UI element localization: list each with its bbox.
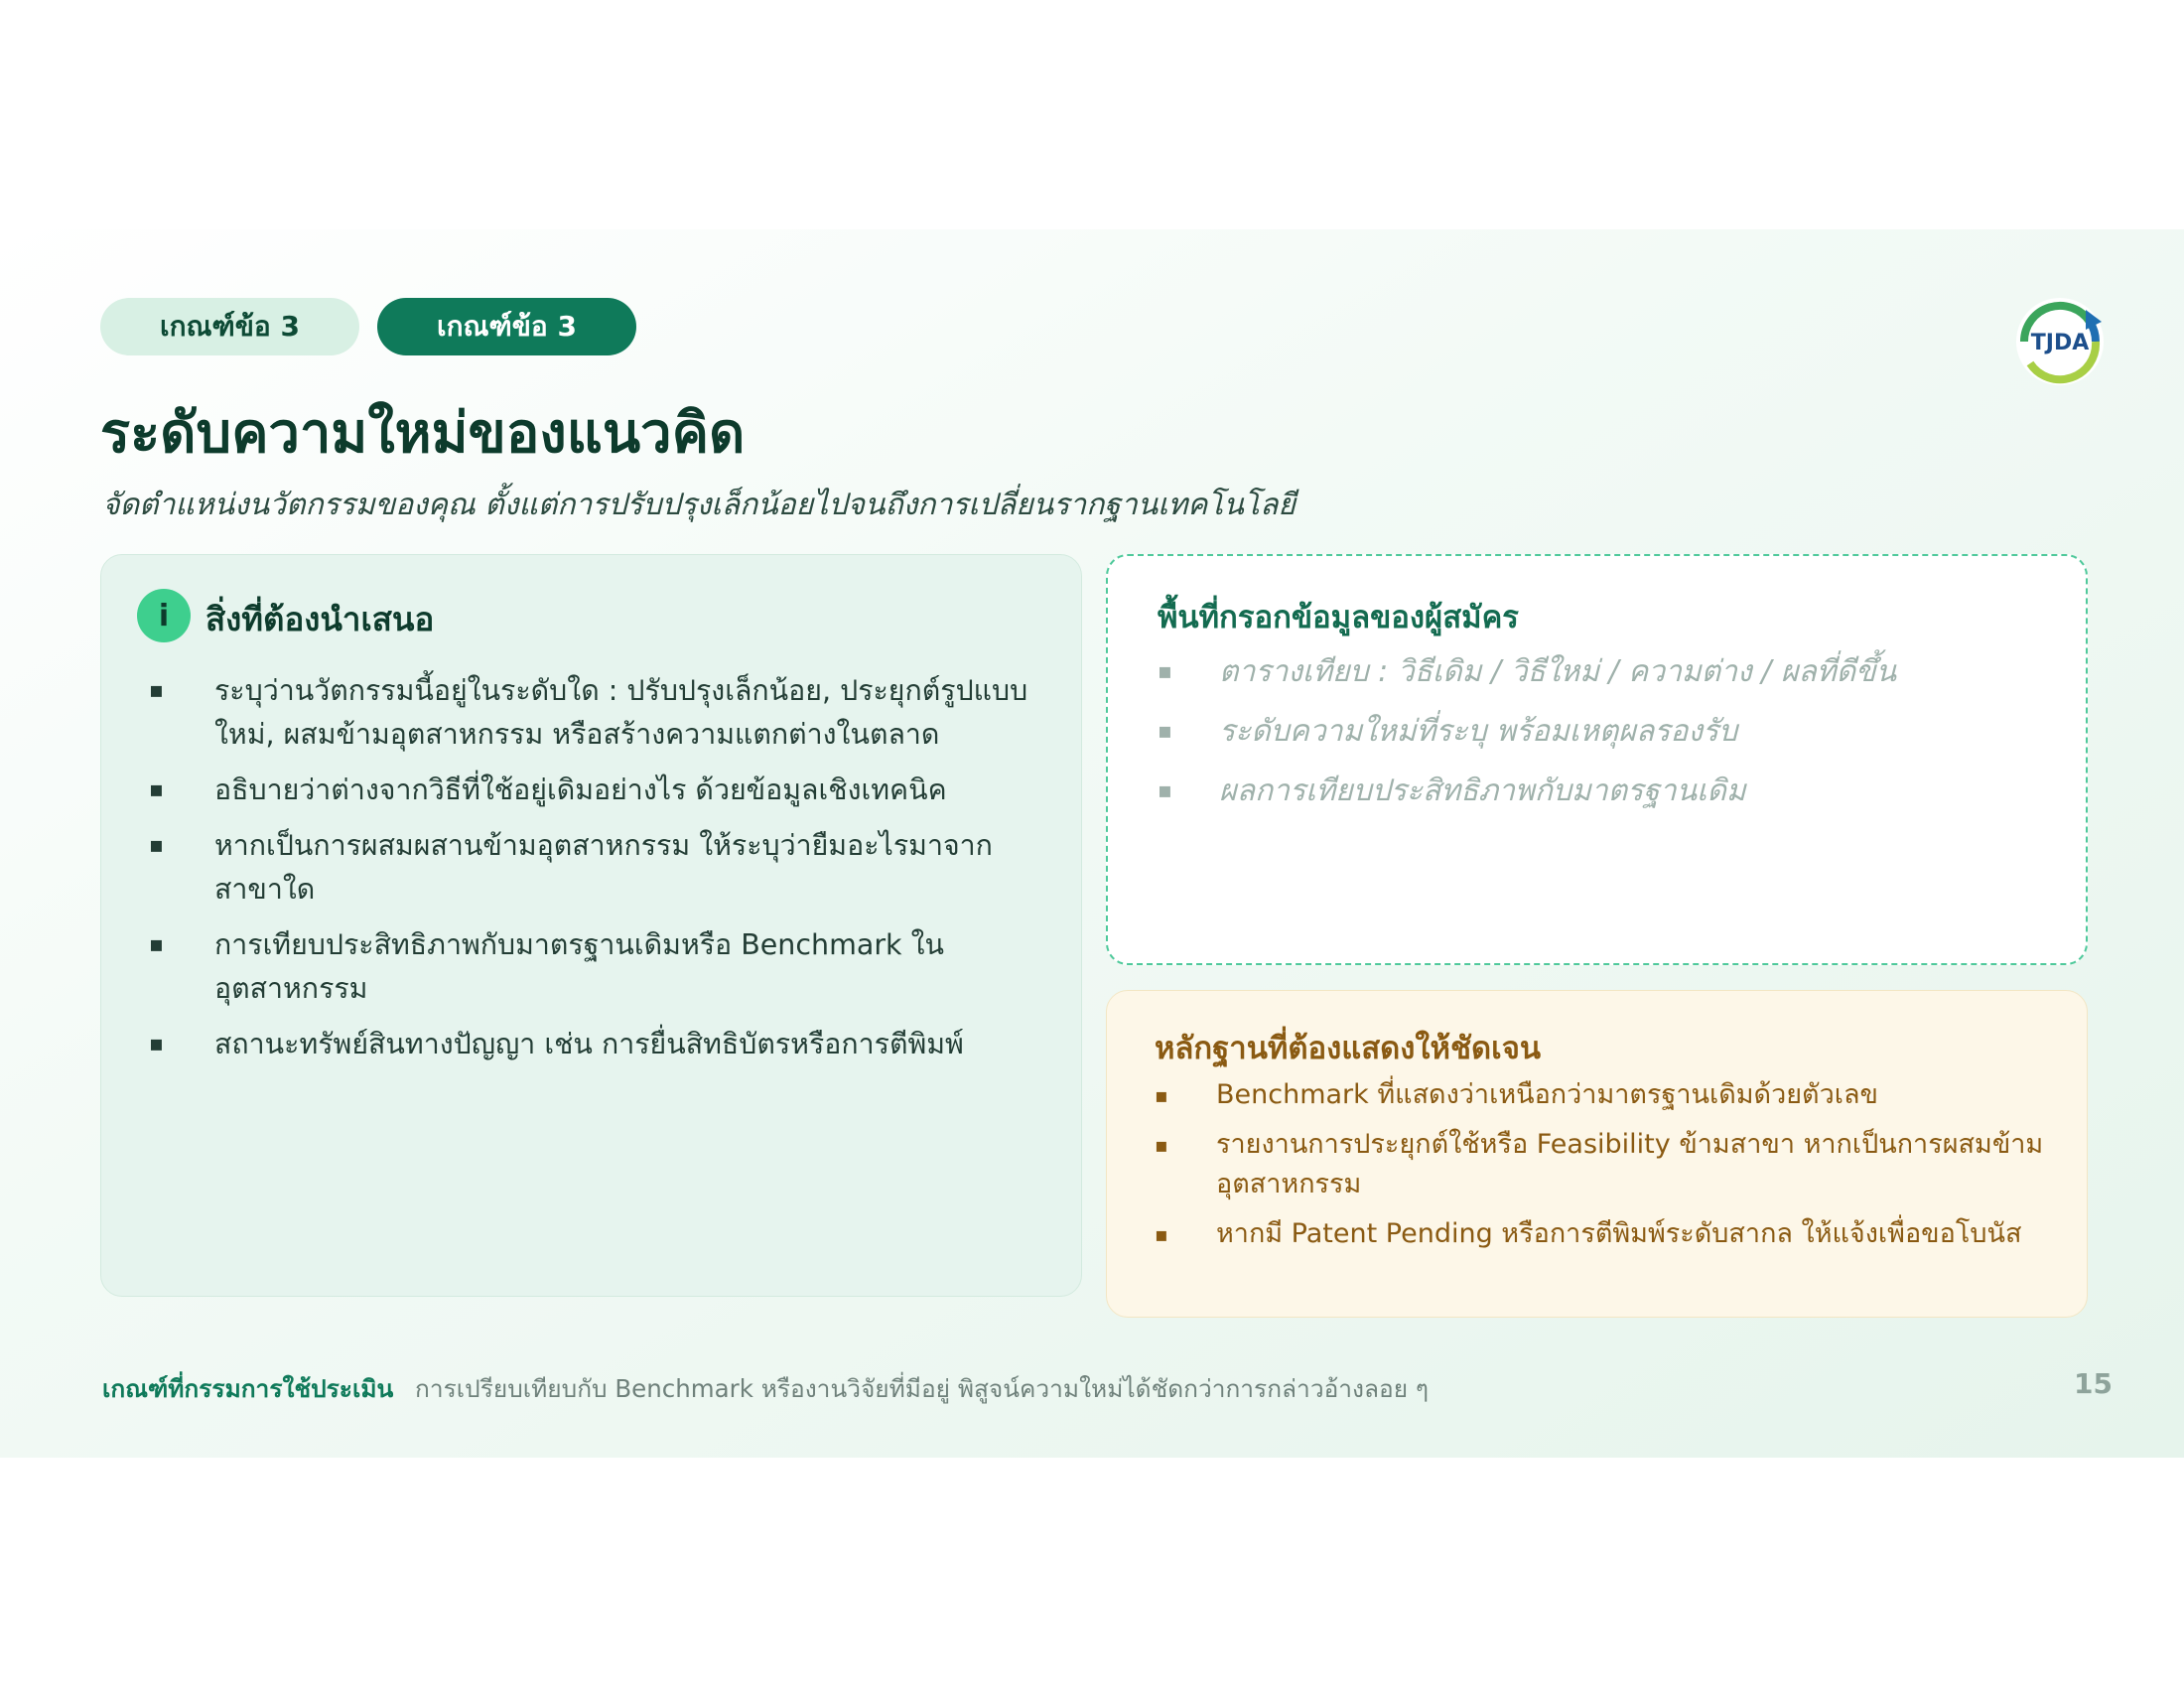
evidence-card <box>1106 990 2088 1318</box>
present-card <box>100 554 1082 1297</box>
list-item: ▪ หากมี Patent Pending หรือการตีพิมพ์ระดับสากล ให้แจ้งเพื่อขอโบนัส <box>1155 1214 2048 1254</box>
bullet-icon: ▪ <box>1158 719 1172 744</box>
list-item: ▪ หากเป็นการผสมผสานข้ามอุตสาหกรรม ให้ระบุว่ายืมอะไรมาจากสาขาใด <box>149 824 1042 912</box>
bullet-icon: ▪ <box>1158 659 1172 684</box>
evidence-title: หลักฐานที่ต้องแสดงให้ชัดเจน <box>1155 1031 1542 1066</box>
applicant-input-area[interactable] <box>1106 554 2088 965</box>
info-icon: i <box>137 589 191 642</box>
present-list <box>149 669 1042 1078</box>
placeholder-item: ▪ ระดับความใหม่ที่ระบุ พร้อมเหตุผลรองรับ <box>1158 710 2051 754</box>
placeholder-item: ▪ ตารางเทียบ : วิธีเดิม / วิธีใหม่ / ความต่าง / ผลที่ดีขึ้น <box>1158 650 2051 694</box>
criterion-pill-dark: เกณฑ์ข้อ 3 <box>377 298 636 355</box>
bullet-icon: ▪ <box>149 932 164 957</box>
page-title: ระดับความใหม่ของแนวคิด <box>100 401 746 466</box>
footer-label: เกณฑ์ที่กรรมการใช้ประเมิน <box>102 1374 394 1403</box>
page-subtitle: จัดตำแหน่งนวัตกรรมของคุณ ตั้งแต่การปรับปรุงเล็กน้อยไปจนถึงการเปลี่ยนรากฐานเทคโนโลยี <box>102 488 1296 522</box>
bullet-icon: ▪ <box>1155 1083 1168 1107</box>
list-item: ▪ การเทียบประสิทธิภาพกับมาตรฐานเดิมหรือ Benchmark ในอุตสาหกรรม <box>149 923 1042 1011</box>
list-item: ▪ ระบุว่านวัตกรรมนี้อยู่ในระดับใด : ปรับปรุงเล็กน้อย, ประยุกต์รูปแบบใหม่, ผสมข้ามอุตสาหกรรม หรือสร้างความแตกต่างในตลาด <box>149 669 1042 757</box>
list-item: ▪ อธิบายว่าต่างจากวิธีที่ใช้อยู่เดิมอย่างไร ด้วยข้อมูลเชิงเทคนิค <box>149 769 1042 812</box>
svg-text:TJDA: TJDA <box>2030 331 2090 355</box>
bullet-icon: ▪ <box>149 833 164 858</box>
bullet-icon: ▪ <box>1158 778 1172 803</box>
bullet-icon: ▪ <box>1155 1133 1168 1157</box>
placeholder-item: ▪ ผลการเทียบประสิทธิภาพกับมาตรฐานเดิม <box>1158 770 2051 813</box>
placeholder-list <box>1158 650 2051 829</box>
present-title: สิ่งที่ต้องนำเสนอ <box>205 600 435 638</box>
list-item: ▪ รายงานการประยุกต์ใช้หรือ Feasibility ข้ามสาขา หากเป็นการผสมข้ามอุตสาหกรรม <box>1155 1125 2048 1204</box>
bullet-icon: ▪ <box>149 1032 164 1056</box>
evidence-list <box>1155 1075 2048 1264</box>
list-item: ▪ Benchmark ที่แสดงว่าเหนือกว่ามาตรฐานเดิมด้วยตัวเลข <box>1155 1075 2048 1115</box>
bullet-icon: ▪ <box>149 777 164 802</box>
footer-text: การเปรียบเทียบกับ Benchmark หรืองานวิจัยที่มีอยู่ พิสูจน์ความใหม่ได้ชัดกว่าการกล่าวอ้างลอย ๆ <box>415 1374 1430 1403</box>
page-number: 15 <box>2074 1367 2113 1400</box>
criterion-pill-light: เกณฑ์ข้อ 3 <box>100 298 359 355</box>
footer <box>102 1369 1429 1408</box>
bullet-icon: ▪ <box>1155 1222 1168 1246</box>
slide <box>0 229 2184 1458</box>
tjda-logo-icon <box>2010 292 2110 391</box>
list-item: ▪ สถานะทรัพย์สินทางปัญญา เช่น การยื่นสิทธิบัตรหรือการตีพิมพ์ <box>149 1023 1042 1066</box>
bullet-icon: ▪ <box>149 678 164 703</box>
applicant-input-title: พื้นที่กรอกข้อมูลของผู้สมัคร <box>1158 600 1519 635</box>
